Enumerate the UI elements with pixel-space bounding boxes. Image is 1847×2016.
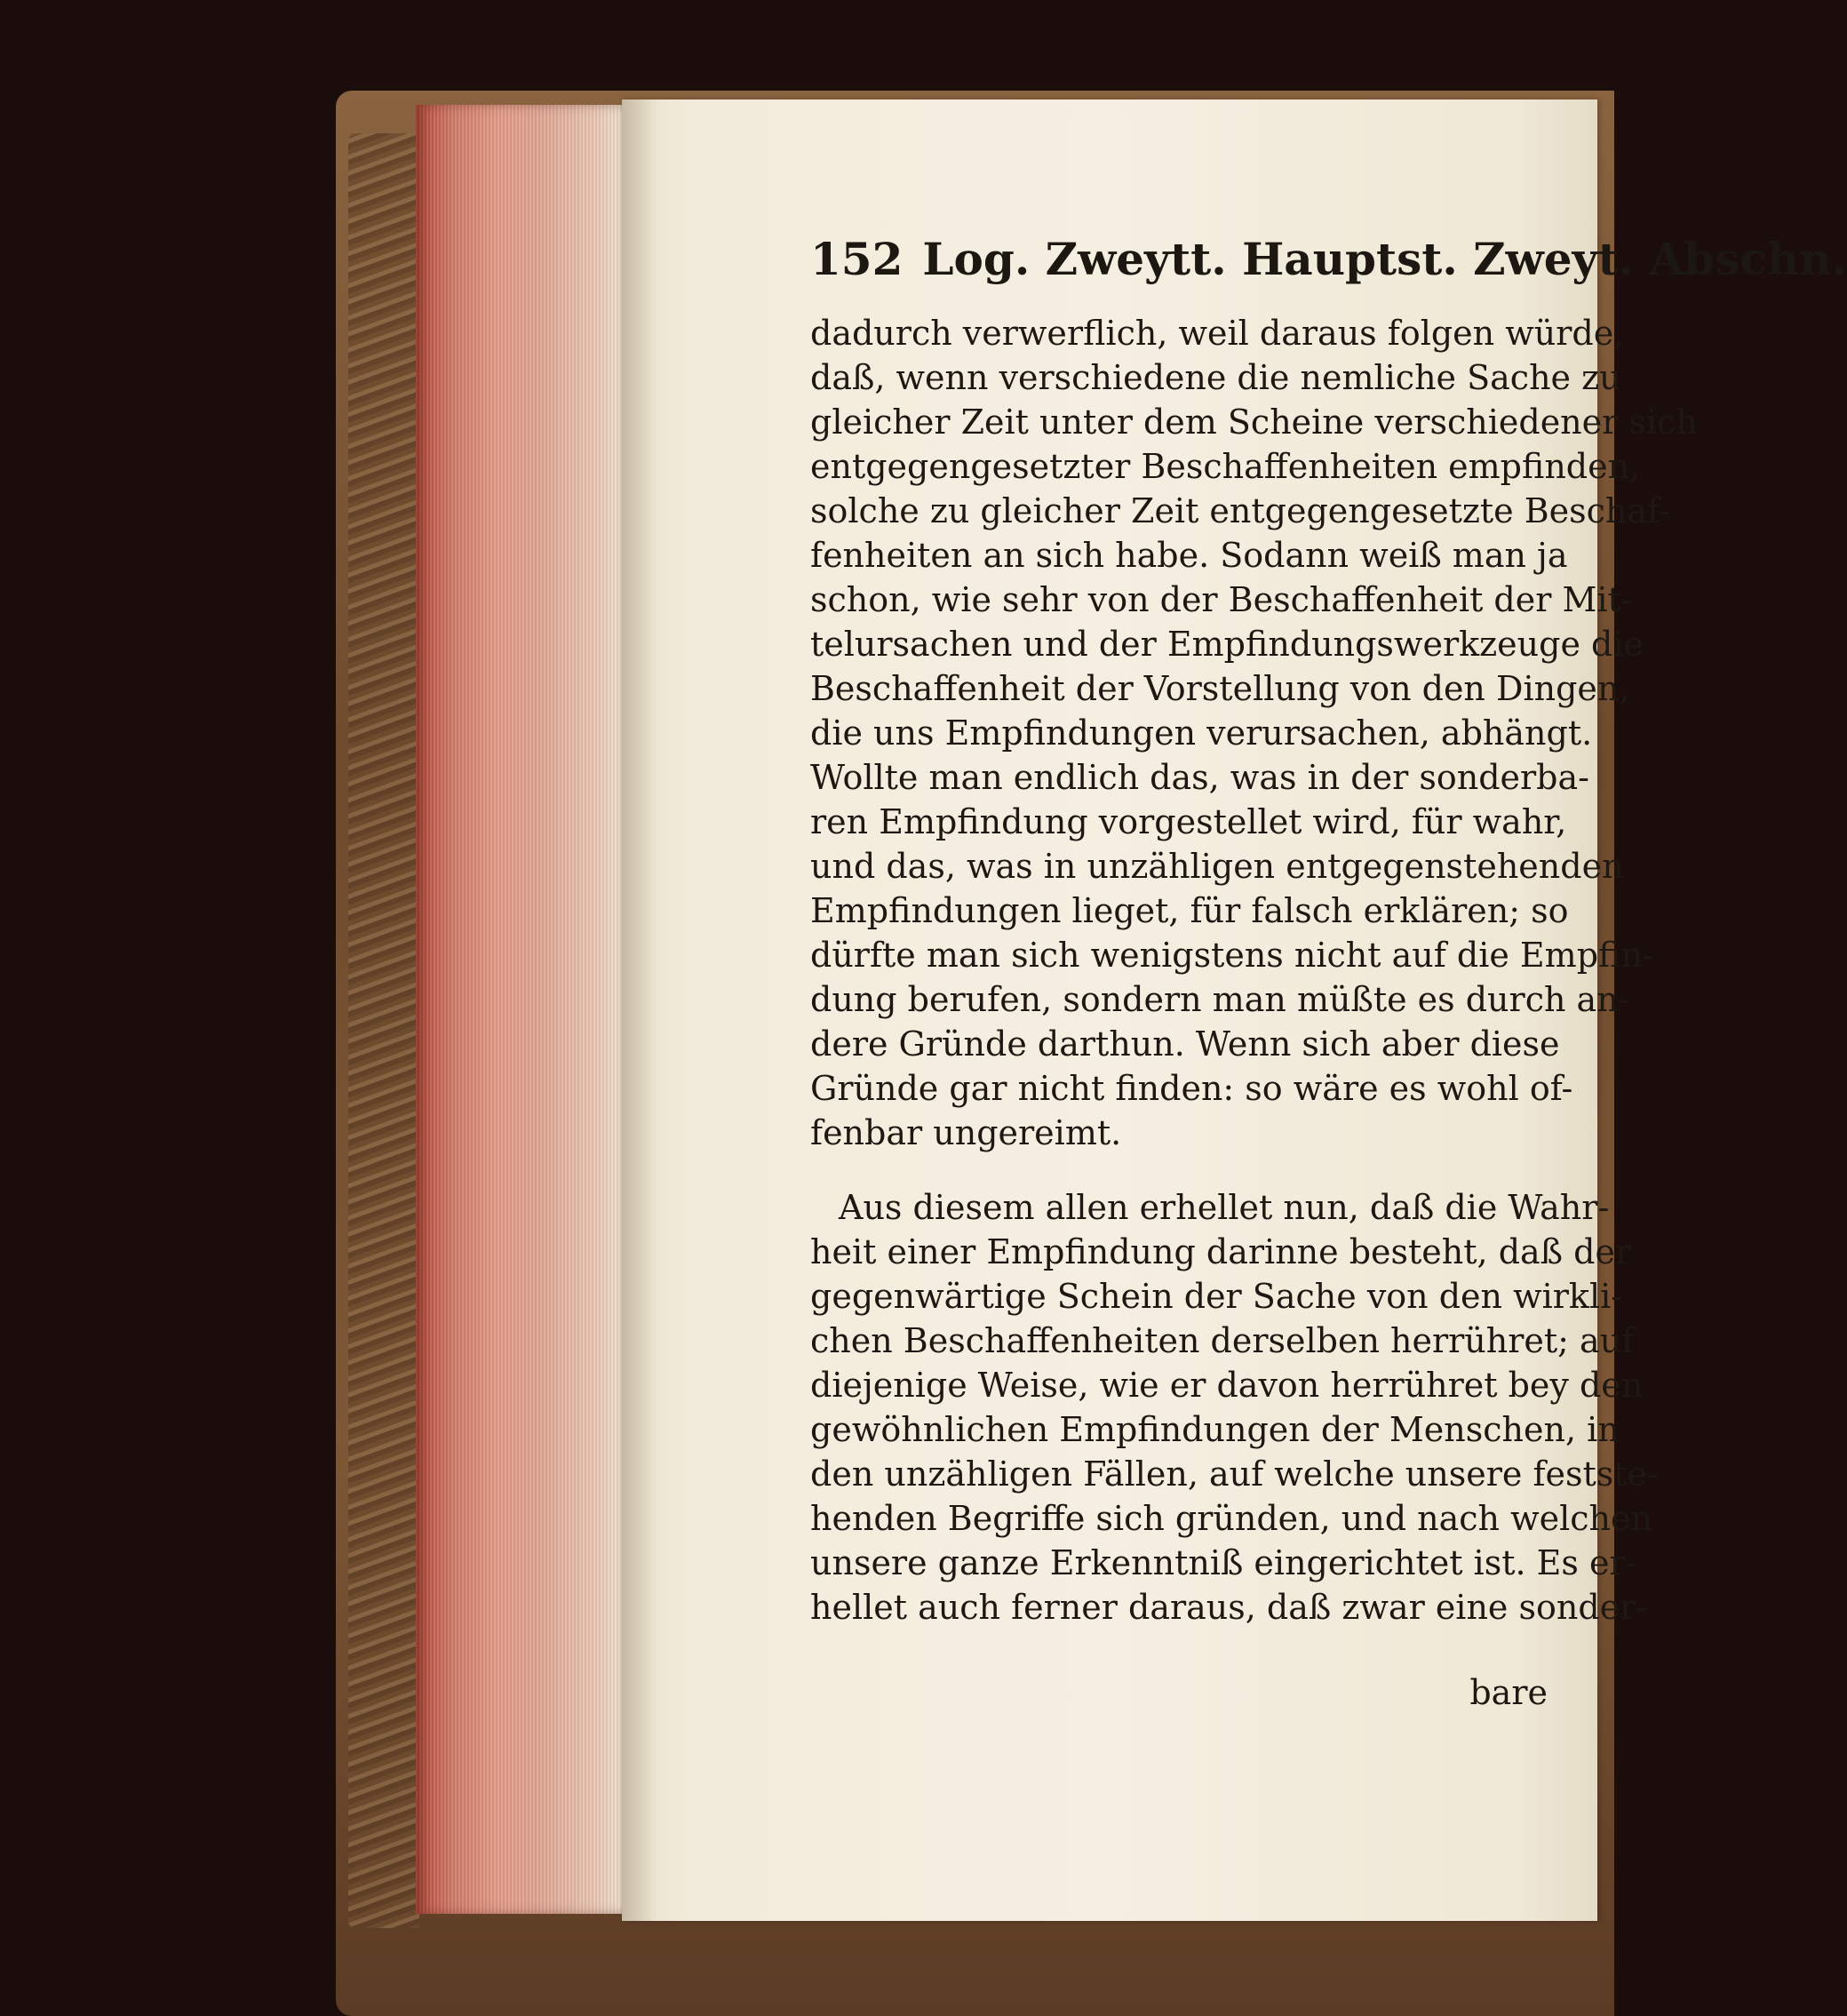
text-line: diejenige Weise, wie er davon herrühret bey den xyxy=(810,1366,1644,1405)
catchword: bare xyxy=(1469,1673,1548,1712)
text-line: gegenwärtige Schein der Sache von den wirkli- xyxy=(810,1277,1623,1316)
text-line: unsere ganze Erkenntniß eingerichtet ist. Es er- xyxy=(810,1543,1637,1582)
text-line: den unzähligen Fällen, auf welche unsere festste- xyxy=(810,1454,1659,1494)
text-line: fenbar ungereimt. xyxy=(810,1113,1122,1152)
text-line: schon, wie sehr von der Beschaffenheit der Mit- xyxy=(810,580,1633,619)
text-line: Aus diesem allen erhellet nun, daß die Wahr- xyxy=(839,1188,1610,1227)
text-line: dung berufen, sondern man müßte es durch an- xyxy=(810,980,1630,1019)
text-line: Gründe gar nicht finden: so wäre es wohl of- xyxy=(810,1069,1573,1108)
paragraph-2 xyxy=(810,1185,1659,1630)
text-line: heit einer Empfindung darinne besteht, daß der xyxy=(810,1232,1632,1271)
text-line: fenheiten an sich habe. Sodann weiß man ja xyxy=(810,536,1568,575)
text-line: Beschaffenheit der Vorstellung von den Dingen, xyxy=(810,669,1630,708)
text-line: die uns Empfindungen verursachen, abhängt. xyxy=(810,713,1593,753)
text-line: gewöhnlichen Empfindungen der Menschen, in xyxy=(810,1410,1620,1449)
text-line: hellet auch ferner daraus, daß zwar eine sonder- xyxy=(810,1588,1648,1627)
text-line: Wollte man endlich das, was in der sonderba- xyxy=(810,758,1589,797)
paragraph-1 xyxy=(810,311,1698,1155)
text-line: ren Empfindung vorgestellet wird, für wahr, xyxy=(810,802,1567,841)
text-line: telursachen und der Empfindungswerkzeuge die xyxy=(810,625,1644,664)
text-line: dürfte man sich wenigstens nicht auf die Empfin- xyxy=(810,936,1654,975)
text-line: gleicher Zeit unter dem Scheine verschiedener sich xyxy=(810,402,1698,442)
body-text xyxy=(810,311,1698,1630)
text-line: solche zu gleicher Zeit entgegengesetzte Beschaf- xyxy=(810,491,1670,530)
paragraph-gap xyxy=(810,1155,1556,1185)
page-number: 152 xyxy=(810,233,904,285)
text-line: und das, was in unzähligen entgegenstehenden xyxy=(810,847,1624,886)
red-page-edges xyxy=(416,105,622,1914)
text-line: daß, wenn verschiedene die nemliche Sache zu xyxy=(810,358,1621,397)
text-line: henden Begriffe sich gründen, und nach welchen xyxy=(810,1499,1652,1538)
text-line: entgegengesetzter Beschaffenheiten empfinden, xyxy=(810,447,1641,486)
gutter-shadow xyxy=(622,100,657,1921)
text-line: dadurch verwerflich, weil daraus folgen würde, xyxy=(810,314,1625,353)
running-header xyxy=(810,233,1847,295)
text-line: Empfindungen lieget, für falsch erklären; so xyxy=(810,891,1569,930)
running-head: Log. Zweytt. Hauptst. Zweyt. Abschn. xyxy=(922,233,1847,285)
text-line: dere Gründe darthun. Wenn sich aber diese xyxy=(810,1024,1560,1064)
cover-spine-edge xyxy=(348,133,419,1928)
text-line: chen Beschaffenheiten derselben herrühret; auf xyxy=(810,1321,1635,1360)
